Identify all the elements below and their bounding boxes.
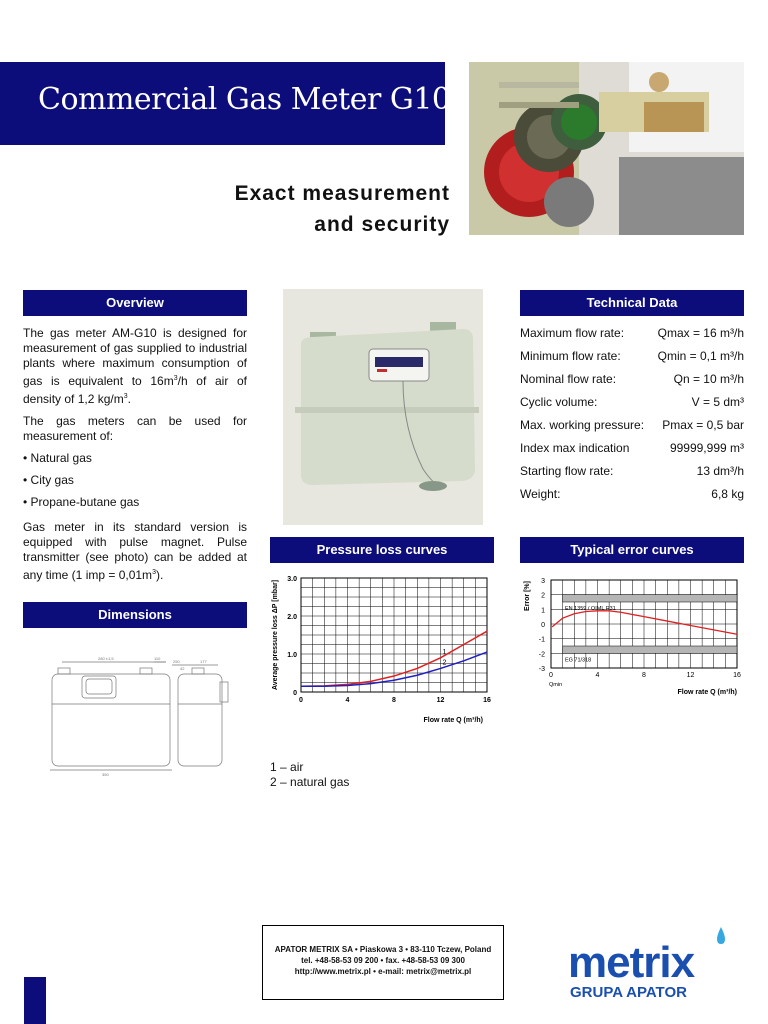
technical-data-table xyxy=(520,322,744,506)
error-chart-heading: Typical error curves xyxy=(520,537,744,563)
contact-web: http://www.metrix.pl • e-mail: metrix@metrix.pl xyxy=(294,967,472,976)
legend-natural-gas: 2 – natural gas xyxy=(270,775,350,789)
technical-value: 13 dm³/h xyxy=(696,464,744,478)
bullet-natural-gas: • Natural gas xyxy=(23,451,92,465)
y-tick-label: 2 xyxy=(541,592,545,600)
technical-row xyxy=(520,345,744,368)
metrix-logo xyxy=(566,925,746,1005)
pressure-chart-heading: Pressure loss curves xyxy=(270,537,494,563)
overview-paragraph-2: The gas meters can be used for measurement of: xyxy=(23,414,247,443)
x-tick-label: 0 xyxy=(299,697,303,704)
dimension-label-2: 110 xyxy=(154,656,161,661)
y-tick-label: 2.0 xyxy=(287,614,297,621)
x-tick-label: 0 xyxy=(549,672,553,679)
technical-row xyxy=(520,437,744,460)
dimension-label-3: 250 xyxy=(173,659,180,664)
curve-legend xyxy=(270,760,349,790)
series-label-1: 1 xyxy=(442,648,447,656)
technical-row xyxy=(520,322,744,345)
dimension-label-6: 350 xyxy=(102,772,109,777)
technical-row xyxy=(520,368,744,391)
page-title: Commercial Gas Meter G10 xyxy=(38,82,451,117)
gears-photo xyxy=(469,62,744,235)
logo-subtitle: GRUPA APATOR xyxy=(570,984,687,1001)
metrix-logo-mark xyxy=(566,925,746,1005)
bullet-city-gas: • City gas xyxy=(23,473,74,487)
dimension-label-5: 42 xyxy=(180,666,185,671)
tolerance-band xyxy=(563,595,737,602)
dimension-label-4: 177 xyxy=(200,659,207,664)
x-tick-label: 8 xyxy=(642,672,646,679)
technical-value: Qn = 10 m³/h xyxy=(673,372,744,386)
overview-heading: Overview xyxy=(23,290,247,316)
technical-value: Qmin = 0,1 m³/h xyxy=(657,349,744,363)
technical-label: Index max indication xyxy=(520,441,630,455)
dimensions-drawing xyxy=(40,648,250,778)
contact-phone: tel. +48-58-53 09 200 • fax. +48-58-53 09 300 xyxy=(301,956,465,965)
y-tick-label: 1.0 xyxy=(287,652,297,659)
bullet-propane-butane: • Propane-butane gas xyxy=(23,495,140,509)
technical-row xyxy=(520,483,744,506)
gears-illustration xyxy=(469,62,744,235)
x-tick-label: 8 xyxy=(392,697,396,704)
overview-text xyxy=(23,326,247,583)
side-strip xyxy=(24,977,46,1024)
technical-value: V = 5 dm³ xyxy=(691,395,744,409)
technical-value: 99999,999 m³ xyxy=(669,441,744,455)
technical-value: Qmax = 16 m³/h xyxy=(657,326,744,340)
slogan xyxy=(150,178,450,240)
band-label: EG 71/318 xyxy=(564,657,592,664)
legend-air: 1 – air xyxy=(270,760,304,774)
y-tick-label: -3 xyxy=(538,666,545,673)
y-tick-label: -1 xyxy=(538,636,545,644)
slogan-line-2: and security xyxy=(314,213,450,236)
technical-label: Weight: xyxy=(520,487,561,501)
y-tick-label: 0 xyxy=(541,622,545,629)
slogan-line-1: Exact measurement xyxy=(234,182,450,205)
y-axis-label: Average pressure loss ΔP [mbar] xyxy=(272,579,279,691)
band-label: EN 1359 / OIML R31 xyxy=(564,606,616,612)
x-tick-label: 12 xyxy=(436,697,445,704)
technical-value: Pmax = 0,5 bar xyxy=(662,418,744,432)
gas-meter-photo xyxy=(283,289,483,525)
dimensions-diagram xyxy=(40,648,250,778)
x-tick-label: 4 xyxy=(345,697,350,704)
technical-row xyxy=(520,391,744,414)
y-tick-label: 3 xyxy=(541,578,545,585)
overview-paragraph-1: The gas meter AM-G10 is designed for measurement of gas supplied to industrial plants where maximum consumption of gas is equivalent to $16m^3/h$ of air of density of 1,2 $kg/m^3$. xyxy=(23,326,247,406)
technical-label: Max. working pressure: xyxy=(520,418,645,432)
y-tick-label: -2 xyxy=(538,651,545,659)
technical-label: Cyclic volume: xyxy=(520,395,598,409)
dimension-label-1: 280 ±1,5 xyxy=(98,656,114,661)
gas-meter-illustration xyxy=(283,289,483,525)
technical-label: Maximum flow rate: xyxy=(520,326,625,340)
logo-wordmark: metrix xyxy=(568,938,695,987)
x-tick-label: 12 xyxy=(686,672,695,679)
technical-value: 6,8 kg xyxy=(711,487,744,501)
overview-paragraph-3: Gas meter in its standard version is equipped with pulse magnet. Pulse transmitter (see photo) can be added at any time (1 imp = $0,01m^3$). xyxy=(23,520,247,582)
x-tick-label: 16 xyxy=(733,672,741,679)
y-tick-label: 3.0 xyxy=(287,576,297,583)
x-tick-label: 4 xyxy=(595,672,600,679)
x-tick-label: 16 xyxy=(483,697,491,704)
technical-label: Minimum flow rate: xyxy=(520,349,621,363)
contact-address: APATOR METRIX SA • Piaskowa 3 • 83-110 Tczew, Poland xyxy=(274,945,492,954)
y-axis-label: Error [%] xyxy=(524,581,531,611)
contact-box xyxy=(262,925,504,1000)
technical-row xyxy=(520,414,744,437)
tolerance-band xyxy=(563,646,737,653)
dimensions-heading: Dimensions xyxy=(23,602,247,628)
x-axis-label: Flow rate Q (m³/h) xyxy=(677,689,737,696)
y-tick-label: 1 xyxy=(541,607,545,615)
y-tick-label: 0 xyxy=(293,690,297,697)
droplet-icon xyxy=(717,927,725,944)
pressure-loss-chart xyxy=(265,568,500,733)
error-curve-chart xyxy=(515,568,750,708)
qmin-label: Qmin xyxy=(549,682,563,688)
series-label-2: 2 xyxy=(442,659,447,667)
technical-label: Starting flow rate: xyxy=(520,464,614,478)
technical-row xyxy=(520,460,744,483)
technical-label: Nominal flow rate: xyxy=(520,372,617,386)
technical-data-heading: Technical Data xyxy=(520,290,744,316)
x-axis-label: Flow rate Q (m³/h) xyxy=(423,717,483,724)
